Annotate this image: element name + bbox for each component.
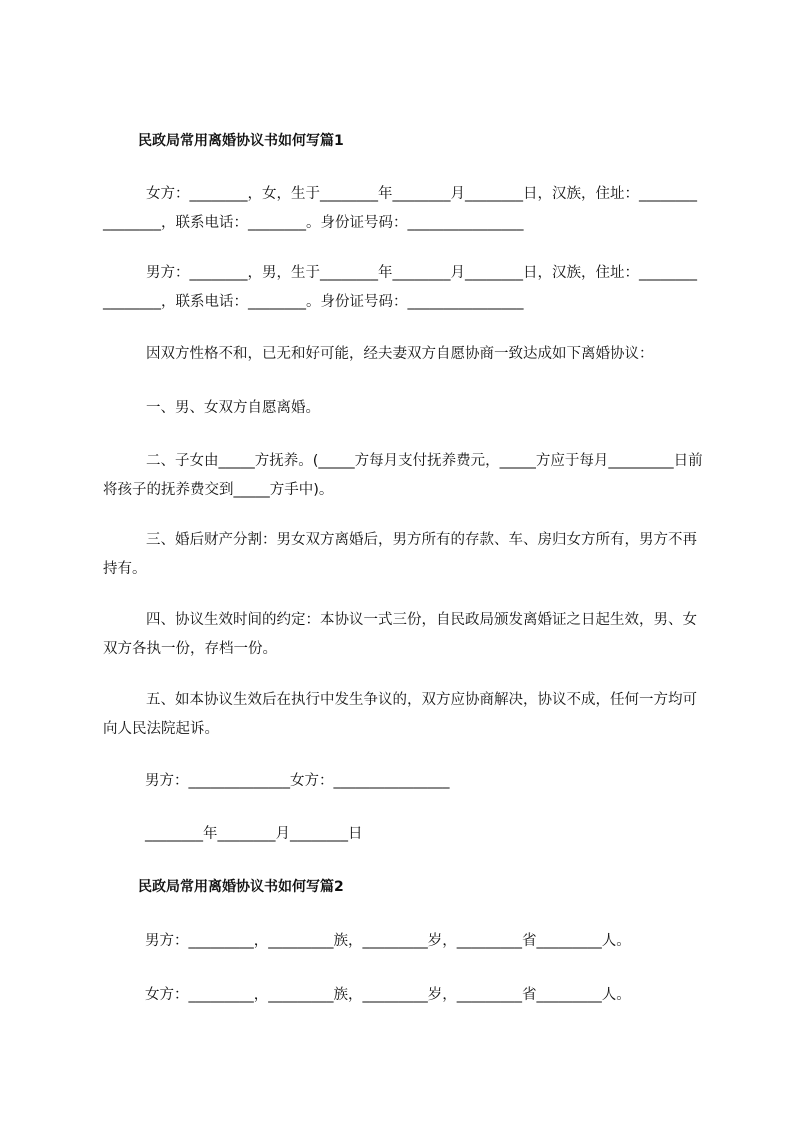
clause-3: 三、婚后财产分割：男女双方离婚后，男方所有的存款、车、房归女方所有，男方不再持有。 [103,532,697,577]
female-basic-info: 女方：_________，_________族，_________岁，_________省_________人。 [145,987,631,1003]
intro-paragraph: 因双方性格不和，已无和好可能，经夫妻双方自愿协商一致达成如下离婚协议： [146,346,654,362]
signature-line: 男方：______________女方：________________ [145,773,450,789]
male-party-info: 男方：________，男，生于________年________月________日，汉族，住址：________________，联系电话：________。身份证号码：________________ [103,265,697,310]
date-line: ________年________月________日 [145,826,363,842]
male-basic-info: 男方：_________，_________族，_________岁，_________省_________人。 [145,933,631,949]
female-party-info: 女方：________，女，生于________年________月________日，汉族，住址：________________，联系电话：________。身份证号码：________________ [103,186,697,231]
section-heading-1: 民政局常用离婚协议书如何写篇1 [138,133,344,149]
clause-1: 一、男、女双方自愿离婚。 [146,400,320,416]
section-heading-2: 民政局常用离婚协议书如何写篇2 [138,879,344,895]
clause-5: 五、如本协议生效后在执行中发生争议的，双方应协商解决，协议不成，任何一方均可向人民法院起诉。 [103,692,697,737]
clause-4: 四、协议生效时间的约定：本协议一式三份，自民政局颁发离婚证之日起生效，男、女双方各执一份，存档一份。 [103,612,697,657]
clause-2: 二、子女由_____方抚养。(_____方每月支付抚养费元，_____方应于每月_________日前将孩子的抚养费交到_____方手中)。 [103,453,703,498]
